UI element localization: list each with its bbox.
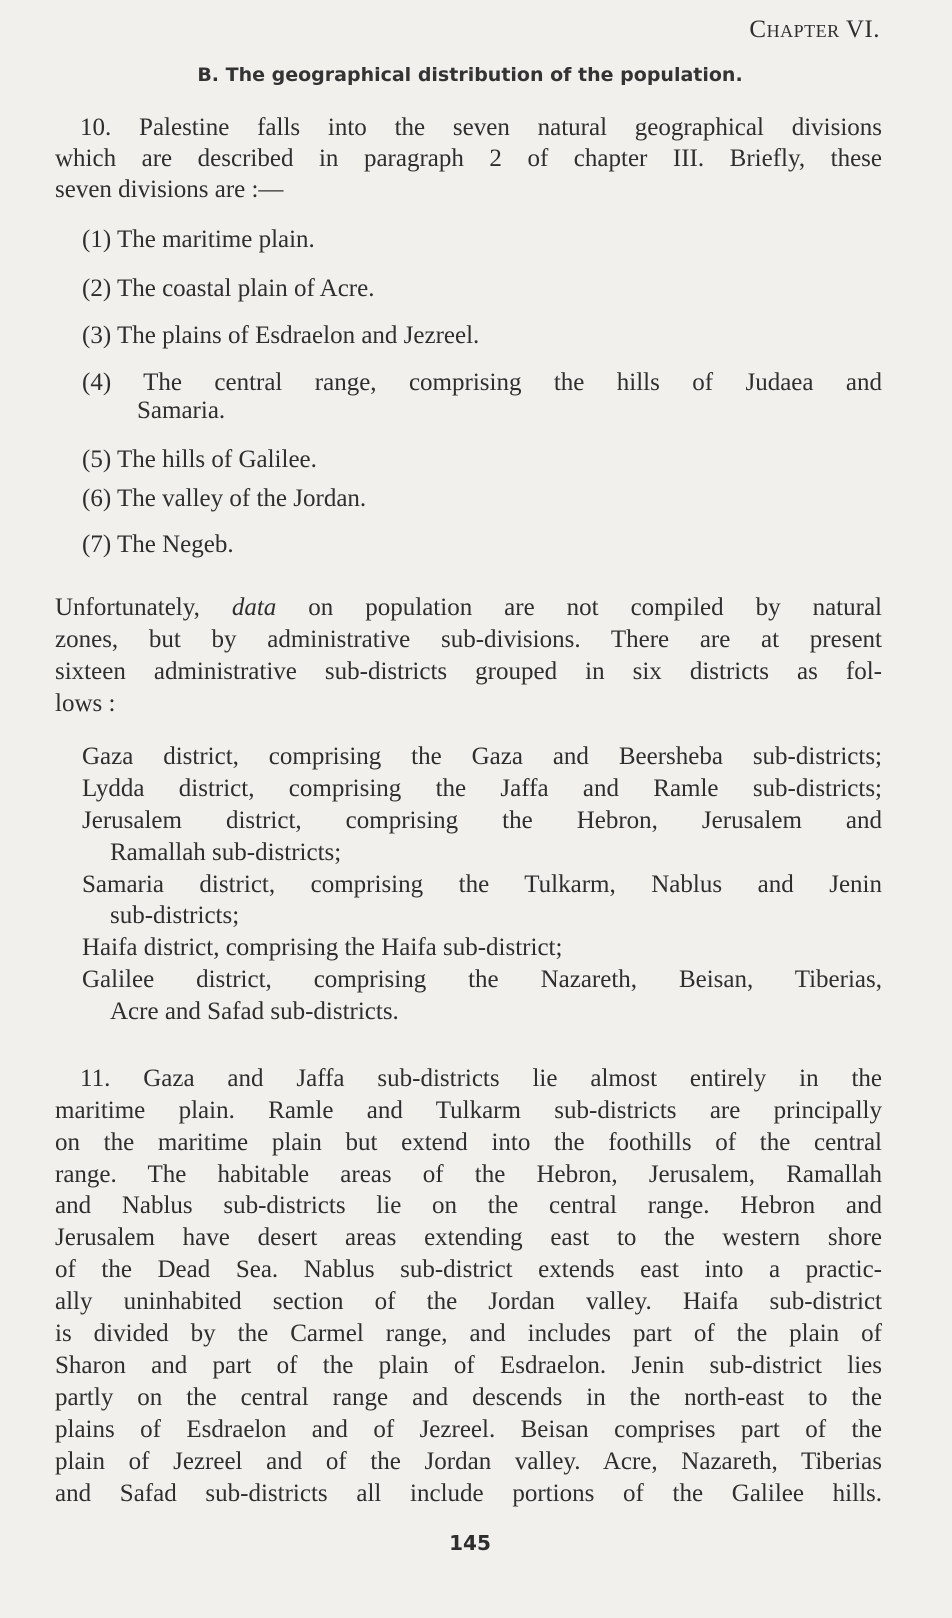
- text: Unfortunately,: [55, 594, 232, 621]
- text-line: [55, 592, 882, 624]
- list-item: (4) The central range, comprising the hills of Judaea and: [82, 369, 882, 396]
- italic-word: data: [231, 594, 277, 621]
- text-line: Jerusalem have desert areas extending east to the western shore: [55, 1224, 882, 1251]
- text-line: 11. Gaza and Jaffa sub-districts lie almost entirely in the: [80, 1065, 882, 1092]
- text-line: on the maritime plain but extend into the foothills of the central: [55, 1129, 882, 1156]
- district-item-continuation: Acre and Safad sub-districts.: [110, 998, 399, 1025]
- district-item-continuation: sub-districts;: [110, 902, 240, 929]
- text-line: range. The habitable areas of the Hebron, Jerusalem, Ramallah: [55, 1161, 882, 1188]
- text-line: 10. Palestine falls into the seven natural geographical divisions: [80, 114, 882, 141]
- text-line: zones, but by administrative sub-divisions. There are at present: [55, 626, 882, 653]
- text-line: plains of Esdraelon and of Jezreel. Beisan comprises part of the: [55, 1416, 882, 1443]
- district-item: Gaza district, comprising the Gaza and Beersheba sub-districts;: [82, 743, 882, 770]
- text-line: and Nablus sub-districts lie on the central range. Hebron and: [55, 1192, 882, 1219]
- district-item: Jerusalem district, comprising the Hebron, Jerusalem and: [82, 807, 882, 834]
- list-item-continuation: Samaria.: [137, 397, 226, 424]
- text-line: sixteen administrative sub-districts grouped in six districts as fol-: [55, 658, 882, 685]
- district-item: Lydda district, comprising the Jaffa and Ramle sub-districts;: [82, 775, 882, 802]
- list-item: (7) The Negeb.: [82, 531, 234, 558]
- district-item-continuation: Ramallah sub-districts;: [110, 839, 342, 866]
- text-line: which are described in paragraph 2 of chapter III. Briefly, these: [55, 145, 882, 172]
- district-item: Galilee district, comprising the Nazareth, Beisan, Tiberias,: [82, 966, 882, 993]
- text-line: seven divisions are :—: [55, 176, 284, 203]
- text: on population are not compiled by natural: [276, 594, 882, 621]
- section-heading: B. The geographical distribution of the population.: [197, 64, 743, 86]
- page-number: 145: [449, 1531, 491, 1555]
- text-line: maritime plain. Ramle and Tulkarm sub-districts are principally: [55, 1097, 882, 1124]
- chapter-header: Chapter VI.: [749, 16, 880, 43]
- district-item: Haifa district, comprising the Haifa sub-district;: [82, 934, 563, 961]
- district-item: Samaria district, comprising the Tulkarm, Nablus and Jenin: [82, 871, 882, 898]
- list-item: (2) The coastal plain of Acre.: [82, 275, 375, 302]
- text-line: Sharon and part of the plain of Esdraelon. Jenin sub-district lies: [55, 1352, 882, 1379]
- text-line: partly on the central range and descends in the north-east to the: [55, 1384, 882, 1411]
- text-line: lows :: [55, 690, 116, 717]
- text-line: ally uninhabited section of the Jordan valley. Haifa sub-district: [55, 1288, 882, 1315]
- text-line: is divided by the Carmel range, and includes part of the plain of: [55, 1320, 882, 1347]
- text-line: plain of Jezreel and of the Jordan valley. Acre, Nazareth, Tiberias: [55, 1448, 882, 1475]
- list-item: (3) The plains of Esdraelon and Jezreel.: [82, 322, 480, 349]
- text-line: and Safad sub-districts all include portions of the Galilee hills.: [55, 1480, 882, 1507]
- text-line: of the Dead Sea. Nablus sub-district extends east into a practic-: [55, 1256, 882, 1283]
- list-item: (5) The hills of Galilee.: [82, 446, 317, 473]
- list-item: (1) The maritime plain.: [82, 226, 315, 253]
- list-item: (6) The valley of the Jordan.: [82, 485, 367, 512]
